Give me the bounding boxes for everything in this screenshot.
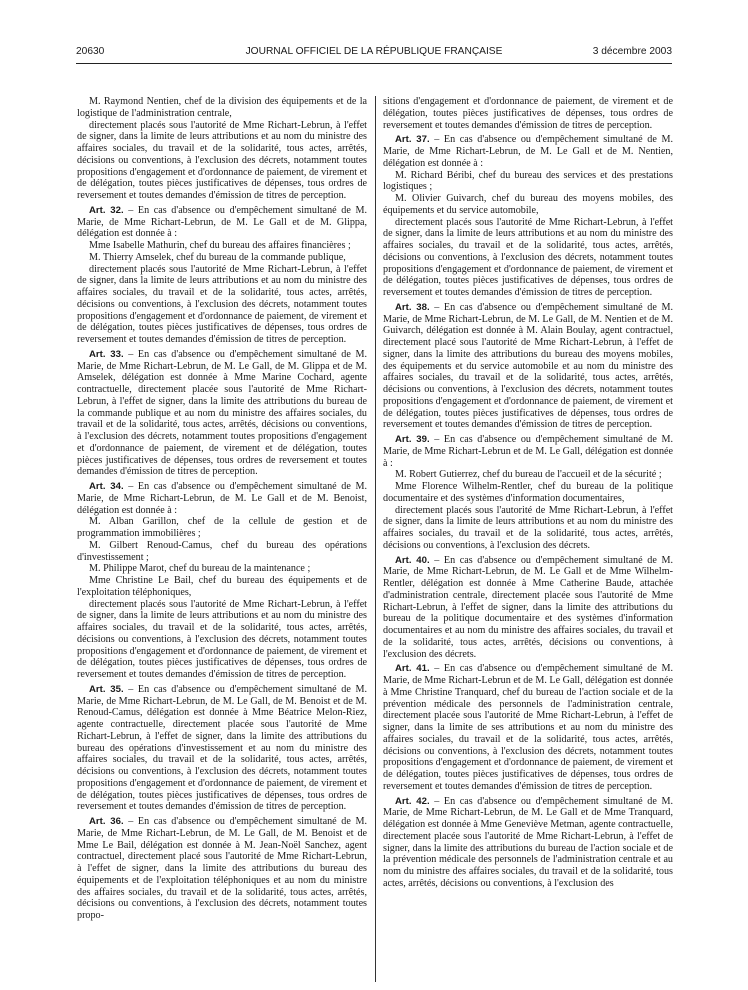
article-paragraph <box>383 434 673 469</box>
page-number: 20630 <box>76 46 105 57</box>
delegate-paragraph: M. Alban Garillon, chef de la cellule de gestion et de programmation immobilières ; <box>77 516 367 539</box>
article-text: – En cas d'absence ou d'empêchement simultané de M. Marie, de Mme Richart-Lebrun, de M. Le Gall, de M. Glippa et de M. Amselek, délégation est donnée à Mme Marine Cochard, agente contractuelle, directement placée sous l'autorité de Mme Richart-Lebrun, à l'effet de signer, dans la limite des attributions du bureau de la commande publique et au nom du ministre des affaires sociales, du travail et de la solidarité, tous actes, arrêtés, décisions ou conventions, à l'exclusion des décrets, notamment toutes propositions d'engagement et d'ordonnance de paiement, de virement et de délégation, toutes pièces justificatives de dépenses, tous ordres de reversement et toutes demandes d'émission de titres de perception. <box>77 348 367 478</box>
header-rule <box>76 63 672 64</box>
delegate-paragraph: M. Gilbert Renoud-Camus, chef du bureau des opérations d'investissement ; <box>77 539 367 563</box>
article-number: Art. 41. <box>395 663 430 675</box>
body-paragraph: directement placés sous l'autorité de Mme Richart-Lebrun, à l'effet de signer, dans la limite de leurs attributions et au nom du ministre des affaires sociales, du travail et de la solidarité, tous actes, arrêtés, décisions ou conventions, à l'exclusion des décrets, notamment toutes propositions d'engagement et d'ordonnance de paiement, de virement et de délégation, toutes pièces justificatives de dépenses, tous ordres de reversement et toutes demandes d'émission de titres de perception. <box>77 119 367 201</box>
article-text: – En cas d'absence ou d'empêchement simultané de M. Marie, de Mme Richart-Lebrun et de M. Le Gall, délégation est donnée à : <box>383 434 673 469</box>
article-text: – En cas d'absence ou d'empêchement simultané de M. Marie, de Mme Richart-Lebrun, de M. Le Gall et de M. Nentien, délégation est donnée à : <box>383 134 673 169</box>
article-number: Art. 36. <box>89 816 124 827</box>
article-number: Art. 40. <box>395 554 430 566</box>
article-text: – En cas d'absence ou d'empêchement simultané de M. Marie, de Mme Richart-Lebrun et de M. Le Gall, délégation est donnée à Mme Christine Tranquard, chef du bureau de l'action sociale et de la prévention médicale des personnels de l'administration centrale, directement placée sous l'autorité de Mme Richart-Lebrun, à l'effet de signer, dans la limite de ses attributions et au nom du ministre des affaires sociales, du travail et de la solidarité, tous actes, arrêtés, décisions ou conventions, à l'exclusion des décrets, notamment toutes propositions d'engagement et d'ordonnance de paiement, de virement et de délégation, toutes pièces justificatives de dépenses, tous ordres de reversement et toutes demandes d'émission de titres de perception. <box>383 663 673 792</box>
article-number: Art. 37. <box>395 134 430 146</box>
left-column <box>77 96 367 922</box>
article-paragraph <box>383 302 673 431</box>
delegate-paragraph: M. Thierry Amselek, chef du bureau de la commande publique, <box>89 251 346 263</box>
page-header <box>76 46 672 60</box>
publication-date: 3 décembre 2003 <box>592 46 672 57</box>
article-text: – En cas d'absence ou d'empêchement simultané de M. Marie, de Mme Richart-Lebrun, de M. Le Gall et de M. Benoist, délégation est donnée à : <box>77 481 367 516</box>
delegate-paragraph: Mme Isabelle Mathurin, chef du bureau des affaires financières ; <box>89 240 351 251</box>
article-paragraph <box>77 481 367 516</box>
article-number: Art. 34. <box>89 481 124 492</box>
delegate-paragraph: M. Philippe Marot, chef du bureau de la maintenance ; <box>89 563 311 575</box>
body-paragraph: directement placés sous l'autorité de Mme Richart-Lebrun, à l'effet de signer, dans la limite de leurs attributions et au nom du ministre des affaires sociales, du travail et de la solidarité, tous actes, arrêtés, décisions ou conventions, à l'exclusion des décrets, notamment toutes propositions d'engagement et d'ordonnance de paiement, de virement et de délégation, toutes pièces justificatives de dépenses, tous ordres de reversement et toutes demandes d'émission de titres de perception. <box>77 263 367 345</box>
right-column <box>383 96 673 890</box>
delegate-paragraph: M. Olivier Guivarch, chef du bureau des moyens mobiles, des équipements et du service automobile, <box>383 193 673 216</box>
article-text: – En cas d'absence ou d'empêchement simultané de M. Marie, de Mme Richart-Lebrun, de M. Le Gall, de M. Benoist et de M. Renoud-Camus, délégation est donnée à Mme Béatrice Melon-Riez, agente contractuelle, directement placée sous l'autorité de Mme Richart-Lebrun, à l'effet de signer, dans la limite des attributions du bureau des opérations d'investissement et au nom du ministre des affaires sociales, du travail et de la solidarité, tous actes, arrêtés, décisions ou conventions, à l'exclusion des décrets, notamment toutes propositions d'engagement et d'ordonnance de paiement, de virement et de délégation, toutes pièces justificatives de dépenses, tous ordres de reversement et toutes demandes d'émission de titres de perception. <box>77 683 367 813</box>
delegate-paragraph: M. Raymond Nentien, chef de la division des équipements et de la logistique de l'administration centrale, <box>77 96 367 119</box>
article-text: – En cas d'absence ou d'empêchement simultané de M. Marie, de Mme Richart-Lebrun, de M. Le Gall et de M. Glippa, délégation est donnée à : <box>77 204 367 240</box>
article-number: Art. 42. <box>395 795 430 807</box>
body-paragraph: sitions d'engagement et d'ordonnance de paiement, de virement et de délégation, toutes pièces justificatives de dépenses, tous ordres de reversement et toutes demandes d'émission de titres de perception. <box>383 96 673 131</box>
article-paragraph <box>383 134 673 169</box>
delegate-paragraph: Mme Christine Le Bail, chef du bureau des équipements et de l'exploitation téléphoniques, <box>77 575 367 598</box>
article-paragraph <box>77 349 367 478</box>
article-paragraph <box>383 663 673 792</box>
body-paragraph: directement placés sous l'autorité de Mme Richart-Lebrun, à l'effet de signer, dans la limite de leurs attributions et au nom du ministre des affaires sociales, du travail et de la solidarité, tous actes, arrêtés, décisions ou conventions, à l'exclusion des décrets, notamment toutes propositions d'engagement et d'ordonnance de paiement, de virement et de délégation, toutes pièces justificatives de dépenses, tous ordres de reversement et toutes demandes d'émission de titres de perception. <box>383 216 673 298</box>
article-number: Art. 39. <box>395 434 430 445</box>
article-number: Art. 35. <box>89 683 124 695</box>
article-text: – En cas d'absence ou d'empêchement simultané de M. Marie, de Mme Richart-Lebrun, de M. Le Gall, de M. Benoist et de Mme Le Bail, délégation est donnée à M. Jean-Noël Sanchez, agent contractuel, directement placé sous l'autorité de Mme Richart-Lebrun, à l'effet de signer, dans la limite des attributions du bureau des équipements et de l'exploitation téléphoniques et au nom du ministre des affaires sociales, du travail et de la solidarité, tous actes, arrêtés, décisions ou conventions, à l'exclusion des décrets, notamment toutes propo- <box>77 816 367 921</box>
delegate-paragraph: Mme Florence Wilhelm-Rentler, chef du bureau de la politique documentaire et des systèmes d'information documentaires, <box>383 481 673 504</box>
article-paragraph <box>77 205 367 240</box>
article-number: Art. 33. <box>89 348 124 360</box>
article-number: Art. 32. <box>89 204 124 216</box>
article-text: – En cas d'absence ou d'empêchement simultané de M. Marie, de Mme Richart-Lebrun, de M. Le Gall et de Mme Wilhelm-Rentler, délégation est donnée à Mme Catherine Baude, attachée d'administration centrale, directement placée sous l'autorité de Mme Richart-Lebrun, à l'effet de signer, dans la limite des attributions du bureau de la politique documentaire et des systèmes d'information documentaires et au nom du ministre des affaires sociales, du travail et de la solidarité, tous actes, arrêtés, décisions ou conventions, à l'exclusion des décrets. <box>383 554 673 660</box>
delegate-paragraph: M. Robert Gutierrez, chef du bureau de l'accueil et de la sécurité ; <box>395 469 662 481</box>
body-paragraph: directement placés sous l'autorité de Mme Richart-Lebrun, à l'effet de signer, dans la limite de leurs attributions et au nom du ministre des affaires sociales, du travail et de la solidarité, tous actes, arrêtés, décisions ou conventions, à l'exclusion des décrets, notamment toutes propositions d'engagement et d'ordonnance de paiement, de virement et de délégation, toutes pièces justificatives de dépenses, tous ordres de reversement et toutes demandes d'émission de titres de perception. <box>77 598 367 680</box>
article-paragraph <box>383 555 673 661</box>
article-paragraph <box>383 796 673 890</box>
delegate-paragraph: M. Richard Béribi, chef du bureau des services et des prestations logistiques ; <box>383 169 673 193</box>
article-paragraph <box>77 816 367 922</box>
article-paragraph <box>77 684 367 813</box>
body-paragraph: directement placés sous l'autorité de Mme Richart-Lebrun, à l'effet de signer, dans la limite de leurs attributions et au nom du ministre des affaires sociales, du travail et de la solidarité, tous actes, arrêtés, décisions ou conventions, à l'exclusion des décrets. <box>383 504 673 551</box>
article-number: Art. 38. <box>395 301 430 313</box>
column-divider <box>375 96 376 982</box>
article-text: – En cas d'absence ou d'empêchement simultané de M. Marie, de Mme Richart-Lebrun, de M. Le Gall, de M. Nentien et de M. Guivarch, délégation est donnée à M. Alain Boulay, agent contractuel, directement placé sous l'autorité de Mme Richart-Lebrun, à l'effet de signer, dans la limite des attributions du bureau des moyens mobiles, des équipements et du service automobile et au nom du ministre des affaires sociales, du travail et de la solidarité, tous actes, arrêtés, décisions ou conventions, à l'exclusion des décrets, notamment toutes propositions d'engagement et d'ordonnance de paiement, de virement et de délégation, toutes pièces justificatives de dépenses, tous ordres de reversement et toutes demandes d'émission de titres de perception. <box>383 301 673 431</box>
article-text: – En cas d'absence ou d'empêchement simultané de M. Marie, de Mme Richart-Lebrun, de M. Le Gall et de Mme Tranquard, délégation est donnée à Mme Geneviève Metman, agente contractuelle, directement placée sous l'autorité de Mme Richart-Lebrun, à l'effet de signer, dans la limite des attributions du bureau de l'action sociale et de la prévention médicale des personnels de l'administration centrale et au nom du ministre des affaires sociales, du travail et de la solidarité, tous actes, arrêtés, décisions ou conventions, à l'exclusion des <box>383 795 673 889</box>
journal-title: JOURNAL OFFICIEL DE LA RÉPUBLIQUE FRANÇAISE <box>245 46 503 57</box>
